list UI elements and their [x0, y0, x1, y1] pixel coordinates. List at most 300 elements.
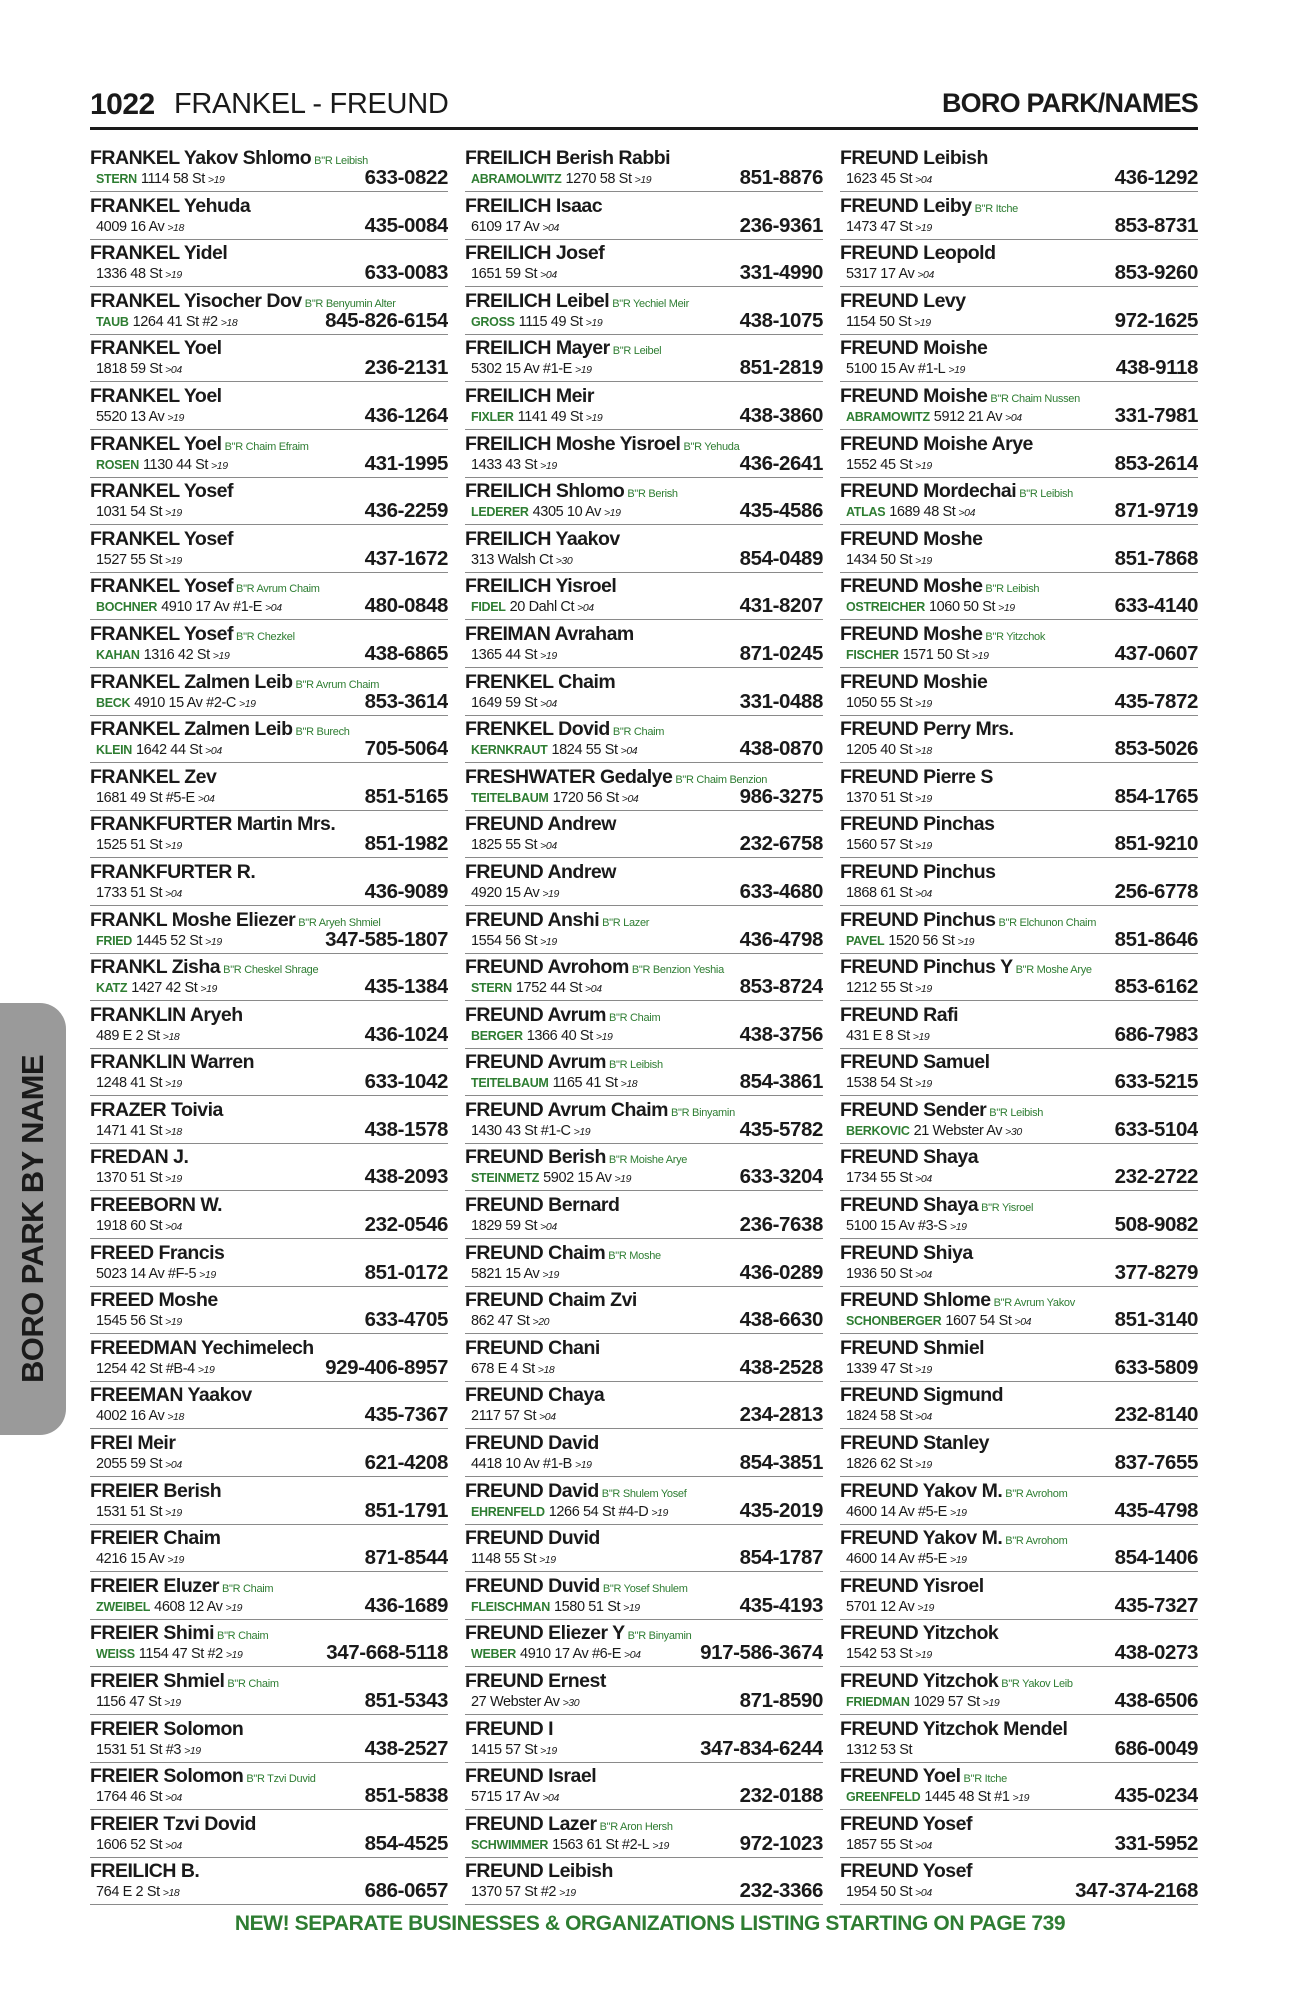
entry-address-line [846, 264, 934, 285]
entry-address: 4216 15 Av [96, 1551, 165, 1568]
entry-name: FREUND Duvid [465, 1527, 600, 1550]
entry-name: FREUND Israel [465, 1765, 597, 1788]
listing-entry [90, 718, 448, 763]
entry-name: FREUND Rafi [840, 1003, 959, 1026]
entry-phone: 347-585-1807 [325, 927, 448, 951]
entry-phone: 236-7638 [739, 1213, 823, 1237]
entry-zone: >04 [165, 887, 182, 900]
entry-phone: 854-1787 [739, 1546, 823, 1570]
entry-name: FREILICH Moshe Yisroel [465, 432, 681, 455]
entry-address-line [96, 1168, 182, 1189]
entry-address-line [846, 645, 989, 666]
entry-address-line [846, 1026, 929, 1047]
entry-name: FREUND Avrum [465, 1003, 606, 1026]
entry-address-line [846, 1692, 999, 1713]
entry-address-line [471, 550, 572, 571]
entry-zone: >04 [540, 840, 557, 853]
entry-zone: >19 [165, 1316, 182, 1329]
entry-address-line [471, 312, 602, 333]
entry-name: FREUND Pinchus [840, 908, 996, 931]
entry-name: FREUND Moishe [840, 384, 988, 407]
entry-address: 1336 48 St [96, 266, 163, 283]
entry-name: FREUND Stanley [840, 1432, 990, 1455]
entry-address: 1433 43 St [471, 456, 538, 473]
entry-name: FREILICH Berish Rabbi [465, 147, 671, 169]
entry-phone: 851-5165 [364, 784, 448, 808]
entry-zone: >19 [623, 1601, 640, 1614]
entry-zone: >19 [915, 459, 932, 472]
entry-address-line [96, 1740, 201, 1761]
entry-address: 5100 15 Av #1-L [846, 361, 946, 378]
entry-zone: >19 [559, 1887, 576, 1900]
listing-entry [90, 1337, 448, 1382]
listing-entry [465, 1051, 823, 1096]
listing-entry [840, 623, 1198, 668]
entry-address: 1471 41 St [96, 1122, 163, 1139]
entry-phone: 854-1406 [1114, 1546, 1198, 1570]
listing-column-1 [90, 147, 448, 1908]
entry-name: FREUND Leibish [840, 147, 988, 169]
entry-address: 5715 17 Av [471, 1789, 540, 1806]
entry-phone: 851-8646 [1114, 927, 1198, 951]
entry-zone: >04 [958, 507, 976, 520]
entry-name: FREILICH Mayer [465, 337, 610, 360]
entry-name-line [840, 1432, 989, 1456]
entry-address-line [96, 264, 182, 285]
entry-name: FREILICH Isaac [465, 194, 603, 217]
listing-entry [465, 718, 823, 763]
entry-zone: >04 [540, 697, 557, 710]
listing-entry [840, 1527, 1198, 1572]
entry-address-line [471, 1835, 669, 1856]
entry-zone: >04 [917, 269, 934, 282]
entry-zone: >19 [542, 1268, 559, 1281]
entry-address: 1829 59 St [471, 1218, 538, 1235]
entry-zone: >19 [915, 221, 932, 234]
entry-zone: >19 [912, 1030, 930, 1043]
entry-name: FREUND Yosef [840, 1860, 972, 1883]
listing-entry [465, 1480, 823, 1525]
entry-parent: B"R Moshe Arye [1015, 964, 1092, 977]
entry-spouse: TEITELBAUM [471, 790, 549, 805]
listing-entry [465, 1860, 823, 1905]
entry-zone: >19 [164, 1697, 181, 1709]
entry-address-line [846, 1549, 967, 1570]
entry-address: 1029 57 St [913, 1694, 980, 1710]
listing-entry [90, 813, 448, 858]
entry-parent: B"R Chaim [217, 1630, 269, 1643]
entry-zone: >04 [539, 1411, 556, 1424]
entry-phone: 431-1995 [364, 451, 448, 475]
entry-parent: B"R Avrohom [1005, 1535, 1068, 1548]
entry-name: FREDAN J. [90, 1146, 189, 1169]
entry-phone: 331-0488 [739, 689, 823, 713]
entry-address-line [471, 1882, 576, 1903]
entry-phone: 480-0848 [364, 594, 448, 618]
entry-name: FREUND Pinchas [840, 813, 995, 836]
entry-address-line [96, 1597, 242, 1618]
entry-phone: 435-7327 [1114, 1593, 1198, 1617]
page-number: 1022 [90, 88, 155, 121]
entry-address-line [96, 645, 229, 666]
listing-entry [840, 1242, 1198, 1287]
entry-phone: 633-1042 [364, 1070, 448, 1094]
entry-phone: 232-2722 [1114, 1165, 1198, 1189]
entry-address: 4418 10 Av #1-B [471, 1456, 572, 1473]
entry-name: FREUND Shaya [840, 1194, 979, 1217]
entry-spouse: STERN [471, 981, 512, 996]
entry-name: FREUND Mordechai [840, 480, 1017, 503]
entry-address: 1473 47 St [846, 218, 913, 235]
entry-parent: B"R Avrohom [1005, 1487, 1068, 1500]
side-tab-label: BORO PARK BY NAME [15, 1055, 50, 1383]
entry-address: 1936 50 St [846, 1265, 913, 1282]
entry-zone: >18 [537, 1363, 555, 1376]
entry-phone: 435-1384 [364, 975, 448, 999]
entry-name-line [90, 1480, 221, 1504]
entry-address: 1427 42 St [131, 980, 198, 997]
entry-zone: >19 [211, 459, 228, 472]
entry-address: 5100 15 Av #3-S [846, 1218, 947, 1235]
entry-parent: B"R Chaim Efraim [224, 440, 309, 453]
entry-zone: >04 [915, 1268, 932, 1281]
listing-entry [465, 385, 823, 430]
entry-address-line [471, 693, 557, 714]
listing-entry [465, 671, 823, 716]
entry-name: FREUND Avrum [465, 1051, 606, 1074]
entry-address: 21 Webster Av [913, 1122, 1003, 1139]
entry-zone: >19 [574, 1459, 592, 1472]
listing-entry [465, 1004, 823, 1049]
entry-phone: 437-0607 [1114, 641, 1198, 665]
entry-phone: 633-0822 [364, 166, 448, 189]
entry-parent: B"R Avrum Chaim [295, 678, 380, 691]
listing-entry [840, 575, 1198, 620]
entry-address-line [96, 550, 182, 571]
listing-entry [465, 1242, 823, 1287]
entry-address: 1212 55 St [846, 980, 913, 997]
entry-name-line [465, 1527, 600, 1551]
entry-address-line [846, 883, 932, 904]
entry-address-line [96, 978, 217, 999]
entry-address-line [471, 1311, 549, 1332]
entry-parent: B"R Chaim Nussen [990, 392, 1080, 405]
listing-entry [840, 528, 1198, 573]
entry-phone: 621-4208 [364, 1451, 448, 1475]
listing-entry [90, 1480, 448, 1525]
entry-phone: 508-9082 [1114, 1213, 1198, 1237]
listing-entry [90, 1289, 448, 1334]
entry-spouse: WEBER [471, 1647, 517, 1662]
listing-entry [90, 1527, 448, 1572]
entry-name-line [465, 671, 615, 695]
listing-entry [90, 1194, 448, 1239]
entry-address-line [846, 1597, 934, 1618]
entry-name-line [90, 1527, 221, 1551]
entry-name: FREIER Chaim [90, 1527, 221, 1550]
entry-phone: 232-0546 [364, 1213, 448, 1237]
listing-entry [465, 290, 823, 335]
entry-zone: >19 [165, 1173, 182, 1186]
entry-phone: 633-4705 [364, 1308, 448, 1332]
entry-zone: >19 [540, 1744, 557, 1757]
entry-spouse: FRIED [96, 933, 133, 948]
entry-zone: >18 [167, 1411, 184, 1424]
listing-entry [840, 718, 1198, 763]
entry-zone: >04 [915, 174, 932, 186]
entry-address: 5902 15 Av [543, 1170, 612, 1187]
entry-parent: B"R Leibish [985, 583, 1040, 596]
listing-entry [465, 1289, 823, 1334]
entry-phone: 234-2813 [739, 1403, 823, 1427]
entry-zone: >04 [621, 792, 639, 805]
entry-name-line [840, 1004, 958, 1028]
entry-address-line [96, 312, 237, 333]
entry-address-line [846, 455, 932, 476]
entry-zone: >19 [542, 887, 559, 900]
entry-address-line [846, 1216, 967, 1237]
entry-spouse: FIXLER [471, 409, 514, 424]
entry-spouse: BERGER [471, 1028, 523, 1043]
entry-phone: 633-4680 [739, 879, 823, 903]
entry-phone: 435-5782 [739, 1117, 823, 1141]
entry-address-line [96, 455, 228, 476]
entry-name-line [840, 861, 996, 885]
entry-phone: 853-3614 [364, 689, 448, 713]
listing-columns [90, 147, 1198, 1907]
entry-name: FRANKEL Zalmen Leib [90, 670, 293, 693]
entry-address: 1818 59 St [96, 361, 163, 378]
entry-phone: 438-1578 [364, 1117, 448, 1141]
entry-address-line [96, 502, 182, 523]
listing-entry [840, 1146, 1198, 1191]
entry-address: 2117 57 St [471, 1408, 537, 1425]
entry-name-line [840, 671, 987, 695]
entry-phone: 438-2527 [364, 1736, 448, 1760]
entry-address: 1270 58 St [565, 171, 632, 187]
entry-spouse: LEDERER [471, 505, 529, 520]
entry-address: 1148 55 St [471, 1551, 537, 1568]
entry-address-line [846, 1740, 912, 1760]
entry-name: FREUND David [465, 1479, 599, 1502]
listing-entry [465, 1575, 823, 1620]
listing-entry [90, 671, 448, 716]
entry-address-line [96, 359, 182, 380]
entry-phone: 851-0172 [364, 1260, 448, 1284]
entry-name: FRANKEL Yosef [90, 480, 234, 503]
entry-address-line [846, 1882, 932, 1903]
entry-phone: 435-0084 [364, 213, 448, 237]
entry-zone: >19 [652, 1839, 669, 1852]
entry-name: FRANKEL Yoel [90, 337, 222, 360]
entry-name: FREUND Yosef [840, 1812, 972, 1835]
entry-phone: 871-0245 [739, 641, 823, 665]
listing-entry [90, 195, 448, 240]
entry-name-line [840, 1384, 1003, 1408]
entry-zone: >19 [1012, 1792, 1030, 1805]
entry-address-line [846, 835, 932, 856]
entry-name: FREUND Moshe [840, 527, 983, 550]
entry-zone: >19 [915, 1649, 932, 1662]
entry-spouse: GREENFELD [846, 1790, 921, 1805]
entry-address: 1445 52 St [136, 932, 203, 949]
entry-zone: >18 [220, 316, 238, 329]
entry-address: 1552 45 St [846, 456, 913, 473]
entry-zone: >19 [540, 459, 557, 472]
entry-address: 4910 17 Av #1-E [161, 599, 263, 616]
entry-zone: >19 [207, 174, 225, 186]
entry-zone: >19 [165, 1506, 182, 1519]
entry-address-line [846, 1454, 932, 1475]
entry-zone: >19 [614, 1173, 632, 1186]
entry-name-line [465, 575, 616, 599]
entry-address-line [96, 1692, 181, 1713]
entry-address-line [846, 407, 1022, 428]
listing-entry [465, 956, 823, 1001]
entry-name-line [90, 1004, 243, 1028]
entry-name: FREUND Andrew [465, 860, 616, 883]
listing-entry [465, 480, 823, 525]
listing-entry [840, 290, 1198, 335]
listing-entry [465, 766, 823, 811]
entry-address-line [471, 788, 638, 809]
entry-phone: 686-7983 [1114, 1022, 1198, 1046]
listing-entry [840, 337, 1198, 382]
entry-name-line [840, 433, 1033, 457]
entry-spouse: FLEISCHMAN [471, 1599, 550, 1614]
entry-zone: >19 [917, 1601, 934, 1614]
listing-entry [465, 1813, 823, 1858]
entry-name: FREUND Sender [840, 1098, 987, 1121]
entry-address: 313 Walsh Ct [471, 551, 553, 568]
entry-address: 1312 53 St [846, 1741, 913, 1758]
listing-entry [840, 813, 1198, 858]
entry-address: 1316 42 St [143, 646, 210, 663]
page-range: FRANKEL - FREUND [174, 88, 449, 120]
entry-name: FREUND Yitzchok [840, 1622, 999, 1645]
entry-name: FREUND Leibish [465, 1860, 613, 1883]
listing-entry [90, 1622, 448, 1667]
entry-name-line [90, 813, 335, 837]
listing-entry [840, 1718, 1198, 1763]
footer-notice: NEW! SEPARATE BUSINESSES & ORGANIZATIONS LISTING STARTING ON PAGE 739 [234, 1912, 1066, 1935]
entry-phone: 851-1982 [364, 832, 448, 856]
entry-address-line [96, 931, 222, 952]
entry-spouse: PAVEL [846, 933, 885, 948]
entry-spouse: TEITELBAUM [471, 1076, 549, 1091]
entry-address: 1764 46 St [96, 1789, 163, 1806]
listing-entry [840, 1384, 1198, 1429]
entry-phone: 853-2614 [1114, 451, 1198, 475]
entry-address-line [471, 1740, 557, 1761]
entry-zone: >19 [915, 840, 932, 853]
entry-name: FREUND Bernard [465, 1194, 620, 1217]
entry-phone: 438-6506 [1114, 1689, 1198, 1712]
entry-phone: 633-5104 [1114, 1117, 1198, 1141]
entry-address-line [96, 1073, 182, 1094]
entry-address-line [471, 883, 559, 904]
entry-name: FREIER Solomon [90, 1765, 244, 1788]
entry-address: 1642 44 St [136, 742, 203, 759]
entry-name-line [840, 1146, 978, 1170]
listing-entry [90, 1575, 448, 1620]
entry-address: 1623 45 St [846, 171, 913, 187]
entry-parent: B"R Chaim [608, 1011, 661, 1024]
entry-zone: >19 [574, 364, 592, 377]
entry-address: 1434 50 St [846, 551, 913, 568]
entry-zone: >04 [205, 745, 222, 758]
entry-spouse: FIDEL [471, 600, 506, 615]
entry-parent: B"R Yitzchok [985, 630, 1046, 643]
entry-phone: 853-9260 [1114, 261, 1198, 285]
entry-zone: >19 [595, 1030, 613, 1043]
entry-address: 20 Dahl Ct [509, 599, 575, 616]
listing-entry [840, 1622, 1198, 1667]
entry-phone: 686-0657 [364, 1879, 448, 1903]
entry-name: FRANKEL Yakov Shlomo [90, 147, 312, 169]
entry-address: 1527 55 St [96, 551, 163, 568]
entry-address-line [846, 1835, 932, 1856]
entry-address: 5520 13 Av [96, 408, 165, 425]
listing-entry [840, 861, 1198, 906]
listing-entry [465, 1527, 823, 1572]
entry-name-line [465, 1384, 604, 1408]
entry-zone: >04 [165, 1839, 182, 1852]
entry-parent: B"R Burech [295, 726, 350, 739]
entry-name-line [90, 1337, 314, 1361]
entry-parent: B"R Itche [974, 202, 1018, 215]
entry-spouse: SCHONBERGER [846, 1314, 942, 1329]
entry-address: 764 E 2 St [96, 1884, 160, 1901]
entry-phone: 633-0083 [364, 261, 448, 285]
entry-name-line [840, 766, 993, 790]
entry-name-line [90, 1432, 175, 1456]
entry-zone: >04 [1005, 411, 1022, 424]
entry-address-line [846, 978, 932, 999]
entry-address: 1156 47 St [96, 1694, 162, 1710]
entry-name-line [465, 195, 602, 219]
entry-phone: 438-3756 [739, 1022, 823, 1046]
entry-address-line [846, 359, 965, 380]
entry-zone: >19 [949, 1554, 967, 1567]
listing-entry [90, 385, 448, 430]
entry-parent: B"R Leibish [608, 1059, 663, 1072]
entry-name: FREUND Shlome [840, 1289, 991, 1312]
entry-address: 1114 58 St [140, 171, 205, 187]
listing-entry [840, 433, 1198, 478]
entry-phone: 438-3860 [739, 403, 823, 427]
listing-entry [840, 766, 1198, 811]
listing-entry [90, 1813, 448, 1858]
entry-zone: >19 [585, 316, 603, 329]
entry-zone: >19 [948, 364, 965, 377]
entry-name-line [840, 528, 982, 552]
entry-name-line [90, 528, 233, 552]
entry-name-line [90, 1860, 199, 1884]
entry-address-line [471, 1121, 590, 1142]
listing-entry [840, 385, 1198, 430]
entry-name: FRANKEL Yoel [90, 432, 222, 455]
entry-address-line [96, 1359, 214, 1380]
entry-address-line [96, 693, 256, 714]
entry-spouse: ZWEIBEL [96, 1599, 151, 1614]
listing-entry [465, 1099, 823, 1144]
entry-address: 1370 51 St [96, 1170, 163, 1187]
entry-name-line [465, 1718, 553, 1742]
entry-name: FRANKEL Yidel [90, 242, 228, 265]
entry-spouse: ATLAS [846, 505, 886, 520]
entry-zone: >18 [162, 1030, 180, 1043]
